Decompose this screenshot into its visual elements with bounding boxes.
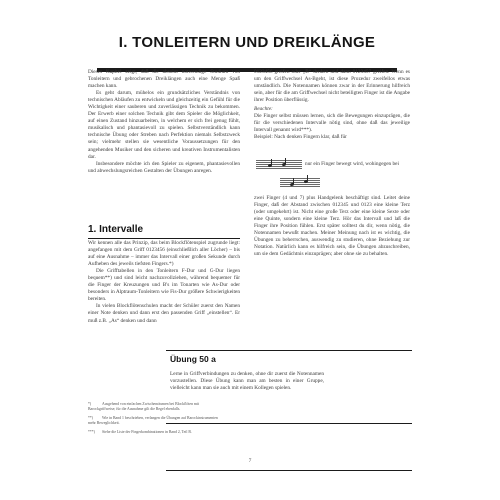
intro-column [88, 69, 240, 175]
page-number: 7 [248, 458, 252, 464]
footnote-text: Ausgehend von einfachen Zwischenräumen bei Blockflöten mit Barockgriffweise; für die Ausnahme gilt die Regel ebenfalls. [88, 402, 200, 411]
right-paragraph-1: 0123456 greifen oder „B“ denken und dann 0123457 greifen. Wenn es um den Griffwechsel As-Bgeht, ist diese Prozedur zweifellos etwas umständlich. Die Notennamen können zwar in der Erinnerung hilfreich sein, aber für die am Griffwechsel nicht beteiligten Finger ist die Angabe ihrer Position überflüssig. [254, 69, 410, 104]
intro-paragraph-3: Insbesondere möchte ich den Spieler zu eigenem, phantasievollen und abwechslungsreichen Gestalten der Übungen anregen. [88, 160, 240, 174]
intervalle-paragraph-3: In vielen Blockflötenschulen macht der Schüler zuerst den Namen einer Note denken und dann erst den passenden Griff „einstellen“. Er muß z.B. „As“ denken und dann [88, 303, 240, 324]
section-heading [88, 224, 240, 239]
exercise-title: Übung 50 a [170, 354, 216, 364]
chapter-banner [97, 25, 397, 72]
exercise-text: Lerne in Griffverbindungen zu denken, ohne dir zuerst die Notennamen vorzustellen. Diese Übung kann man am besten in einer Gruppe, vielleicht kann man sie auch mit einem Kollegen spielen. [170, 371, 324, 392]
chapter-title: I. TONLEITERN UND DREIKLÄNGE [118, 34, 376, 51]
intervalle-paragraph-1: Wir kennen alle das Prinzip, das beim Blockflötenspiel zugrunde liegt: angefangen mit dem Griff 0123456 (einschließlich aller Löcher) – bis auf eine Ausnahme – immer das Intervall einer großen Sekunde durch Aufheben des jeweils tiefsten Fingers.*) [88, 240, 240, 268]
music-example-2 [280, 178, 320, 187]
footnote-text: Wie in Band 1 beschrieben, verlangen die Übungen auf Barockinstrumenten mehr Beweglichkeit. [88, 416, 218, 425]
footnote-mark: **) [88, 416, 94, 420]
right-column-top [254, 69, 410, 141]
staff2-after-text: zwei Finger (4 und 7) plus Handgelenk beschäftigt sind. Leitet deine Finger, daß der Abstand zwischen 012345 und 0123 eine kleine Terz (oder umgekehrt) ist. Nicht eine große Terz oder eine kleine Sexte oder eine Quinte, sondern eine kleine Terz. Hör das Intervall und laß die Finger ihre Position fühlen. Erst später solltest du dir, wenn nötig, die Notennamen bewußt machen. Meiner Meinung nach ist es wichtig, die Übungen zu beherrschen, auswendig zu studieren, ohne Beziehung zur Notation. Natürlich kann es hilfreich sein, die Übungen abzuschreiben, um sie dem Gedächtnis einzuprägen; aber ohne sie zu behalten. [254, 195, 410, 258]
footnote-mark: ***) [88, 430, 95, 434]
footnote-mark: *) [88, 402, 92, 406]
footnote [88, 416, 223, 426]
intro-paragraph-2: Es geht darum, mühelos ein grundsätzliches Verständnis von technischen Abläufen zu entwickeln und gleichzeitig ein Gefühl für die Wichtigkeit einer sauberen und zuverlässigen Technik zu bekommen. Der Erwerb einer solchen Technik gibt dem Spieler die Möglichkeit, auf einen Zustand hinzuarbeiten, in welchem er sich frei genug fühlt, musikalisch und phantasievoll zu spielen. Selbstverständlich kann technische Übung oder Streben nach Perfektion niemals Selbstzweck sein; vielmehr stellen sie wesentliche Voraussetzungen für den angehenden Musiker und den sicheren und kreativen Instrumentalisten dar. [88, 90, 240, 160]
intro-paragraph-1: Dieses Kapitel zeigt, daß die absolut notwendige Studium von Tonleitern und gebrochenen Dreiklängen auch eine Menge Spaß machen kann. [88, 69, 240, 90]
intervalle-paragraph-2: Die Grifftabellen in den Tonleitern F-Dur und G-Dur liegen bequem**) und sind leicht nachzuvollziehen, während bequemer für die Finger der Kreuzungen und B's im Tonarten wie As-Dur oder besonders in Alptraum-Tonleitern wie Fis-Dur größere Schwierigkeiten bereiten. [88, 268, 240, 303]
right-paragraph-2: Die Finger selbst müssen lernen, sich die Bewegungen einzuprägen, die für die verschiedenen Intervalle nötig sind, ohne daß das jeweilige Intervall genannt wird***). [254, 113, 410, 134]
intervalle-column [88, 240, 240, 325]
right-column-bottom [254, 195, 410, 258]
exercise-box [166, 350, 412, 426]
staff1-after-text: nur ein Finger bewegt wird, wohingegen bei [305, 161, 399, 167]
bottom-divider [166, 470, 412, 471]
section-title: 1. Intervalle [88, 224, 144, 235]
footnote [88, 430, 223, 435]
music-example-1 [256, 160, 302, 169]
beachte-label: Beachte: [254, 106, 273, 113]
beispiel-text: Beispiel: Nach denken Fingern klar, daß für [254, 134, 347, 141]
footnote-text: Siehe die Liste der Fingerkombinationen in Band 2, Teil B. [102, 430, 192, 434]
footnote [88, 402, 223, 412]
